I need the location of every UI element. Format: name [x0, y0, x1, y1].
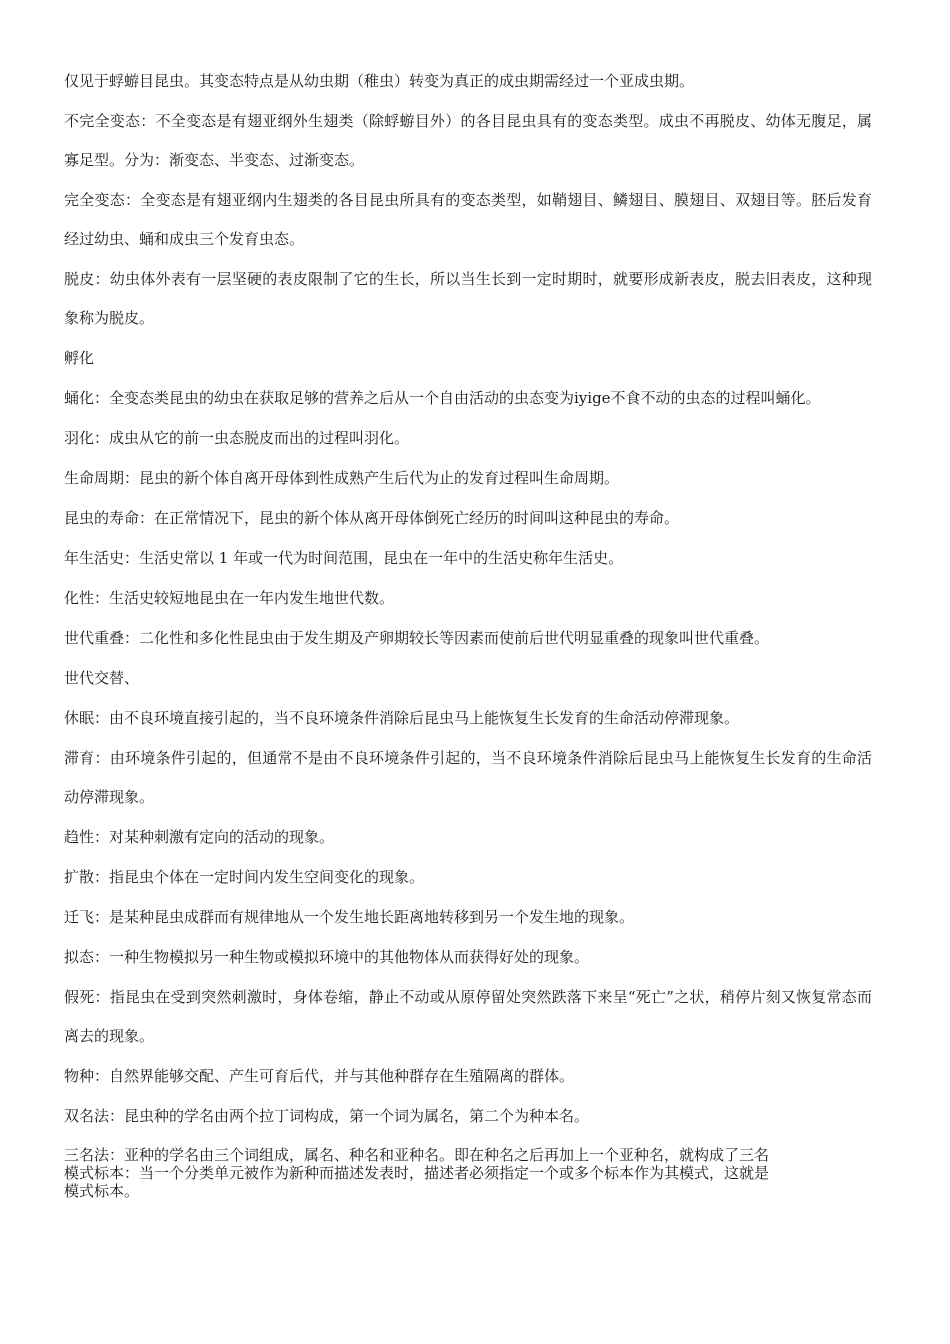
paragraph-complete-metamorphosis: 完全变态：全变态是有翅亚纲内生翅类的各目昆虫所具有的变态类型，如鞘翅目、鳞翅目、膜翅目、双翅目等。胚后发育经过幼虫、蛹和成虫三个发育虫态。: [64, 191, 872, 248]
paragraph-mimicry: 拟态：一种生物模拟另一种生物或模拟环境中的其他物体从而获得好处的现象。: [64, 948, 590, 966]
paragraph-molting: 脱皮：幼虫体外表有一层坚硬的表皮限制了它的生长，所以当生长到一定时期时，就要形成新表皮，脱去旧表皮，这种现象称为脱皮。: [64, 270, 872, 327]
paragraph-generation-overlap: 世代重叠：二化性和多化性昆虫由于发生期及产卵期较长等因素而使前后世代明显重叠的现象叫世代重叠。: [64, 629, 770, 647]
paragraph-life-cycle: 生命周期：昆虫的新个体自离开母体到性成熟产生后代为止的发育过程叫生命周期。: [64, 469, 620, 487]
paragraph-lifespan: 昆虫的寿命：在正常情况下，昆虫的新个体从离开母体倒死亡经历的时间叫这种昆虫的寿命。: [64, 509, 680, 527]
paragraph-migration: 迁飞：是某种昆虫成群而有规律地从一个发生地长距离地转移到另一个发生地的现象。: [64, 908, 635, 926]
paragraph-hatching: 孵化: [64, 349, 95, 367]
paragraph-dormancy: 休眠：由不良环境直接引起的，当不良环境条件消除后昆虫马上能恢复生长发育的生命活动停滞现象。: [64, 709, 740, 727]
paragraph-diapause: 滞育：由环境条件引起的，但通常不是由不良环境条件引起的，当不良环境条件消除后昆虫马上能恢复生长发育的生命活动停滞现象。: [64, 749, 872, 806]
paragraph-emergence: 羽化：成虫从它的前一虫态脱皮而出的过程叫羽化。: [64, 429, 410, 447]
paragraph-binomial-nomenclature: 双名法：昆虫种的学名由两个拉丁词构成，第一个词为属名，第二个为种本名。: [64, 1107, 590, 1125]
paragraph-thanatosis: 假死：指昆虫在受到突然刺激时，身体卷缩，静止不动或从原停留处突然跌落下来呈“死亡”之状，稍停片刻又恢复常态而离去的现象。: [64, 988, 872, 1045]
paragraph-alternation-of-generations: 世代交替、: [64, 669, 140, 687]
paragraph-mayfly-intro: 仅见于蜉蝣目昆虫。其变态特点是从幼虫期（稚虫）转变为真正的成虫期需经过一个亚成虫期。: [64, 72, 695, 90]
paragraph-species: 物种：自然界能够交配、产生可育后代，并与其他种群存在生殖隔离的群体。: [64, 1067, 575, 1085]
paragraph-voltinism: 化性：生活史较短地昆虫在一年内发生地世代数。: [64, 589, 395, 607]
paragraph-type-specimen-end: 模式标本。: [64, 1182, 140, 1200]
paragraph-type-specimen: 模式标本：当一个分类单元被作为新种而描述发表时，描述者必须指定一个或多个标本作为其模式，这就是: [64, 1164, 770, 1182]
paragraph-annual-life-history: 年生活史：生活史常以 1 年或一代为时间范围，昆虫在一年中的生活史称年生活史。: [64, 549, 624, 567]
document-page: [64, 62, 872, 1200]
paragraph-taxis: 趋性：对某种刺激有定向的活动的现象。: [64, 828, 335, 846]
paragraph-dispersal: 扩散：指昆虫个体在一定时间内发生空间变化的现象。: [64, 868, 425, 886]
paragraph-pupation: 蛹化：全变态类昆虫的幼虫在获取足够的营养之后从一个自由活动的虫态变为iyige不食不动的虫态的过程叫蛹化。: [64, 389, 821, 407]
paragraph-trinomial-nomenclature: 三名法：亚种的学名由三个词组成，属名、种名和亚种名。即在种名之后再加上一个亚种名，就构成了三名: [64, 1146, 770, 1164]
paragraph-incomplete-metamorphosis: 不完全变态：不全变态是有翅亚纲外生翅类（除蜉蝣目外）的各目昆虫具有的变态类型。成虫不再脱皮、幼体无腹足，属寡足型。分为：渐变态、半变态、过渐变态。: [64, 112, 872, 169]
compressed-tail-block: [64, 1146, 872, 1200]
